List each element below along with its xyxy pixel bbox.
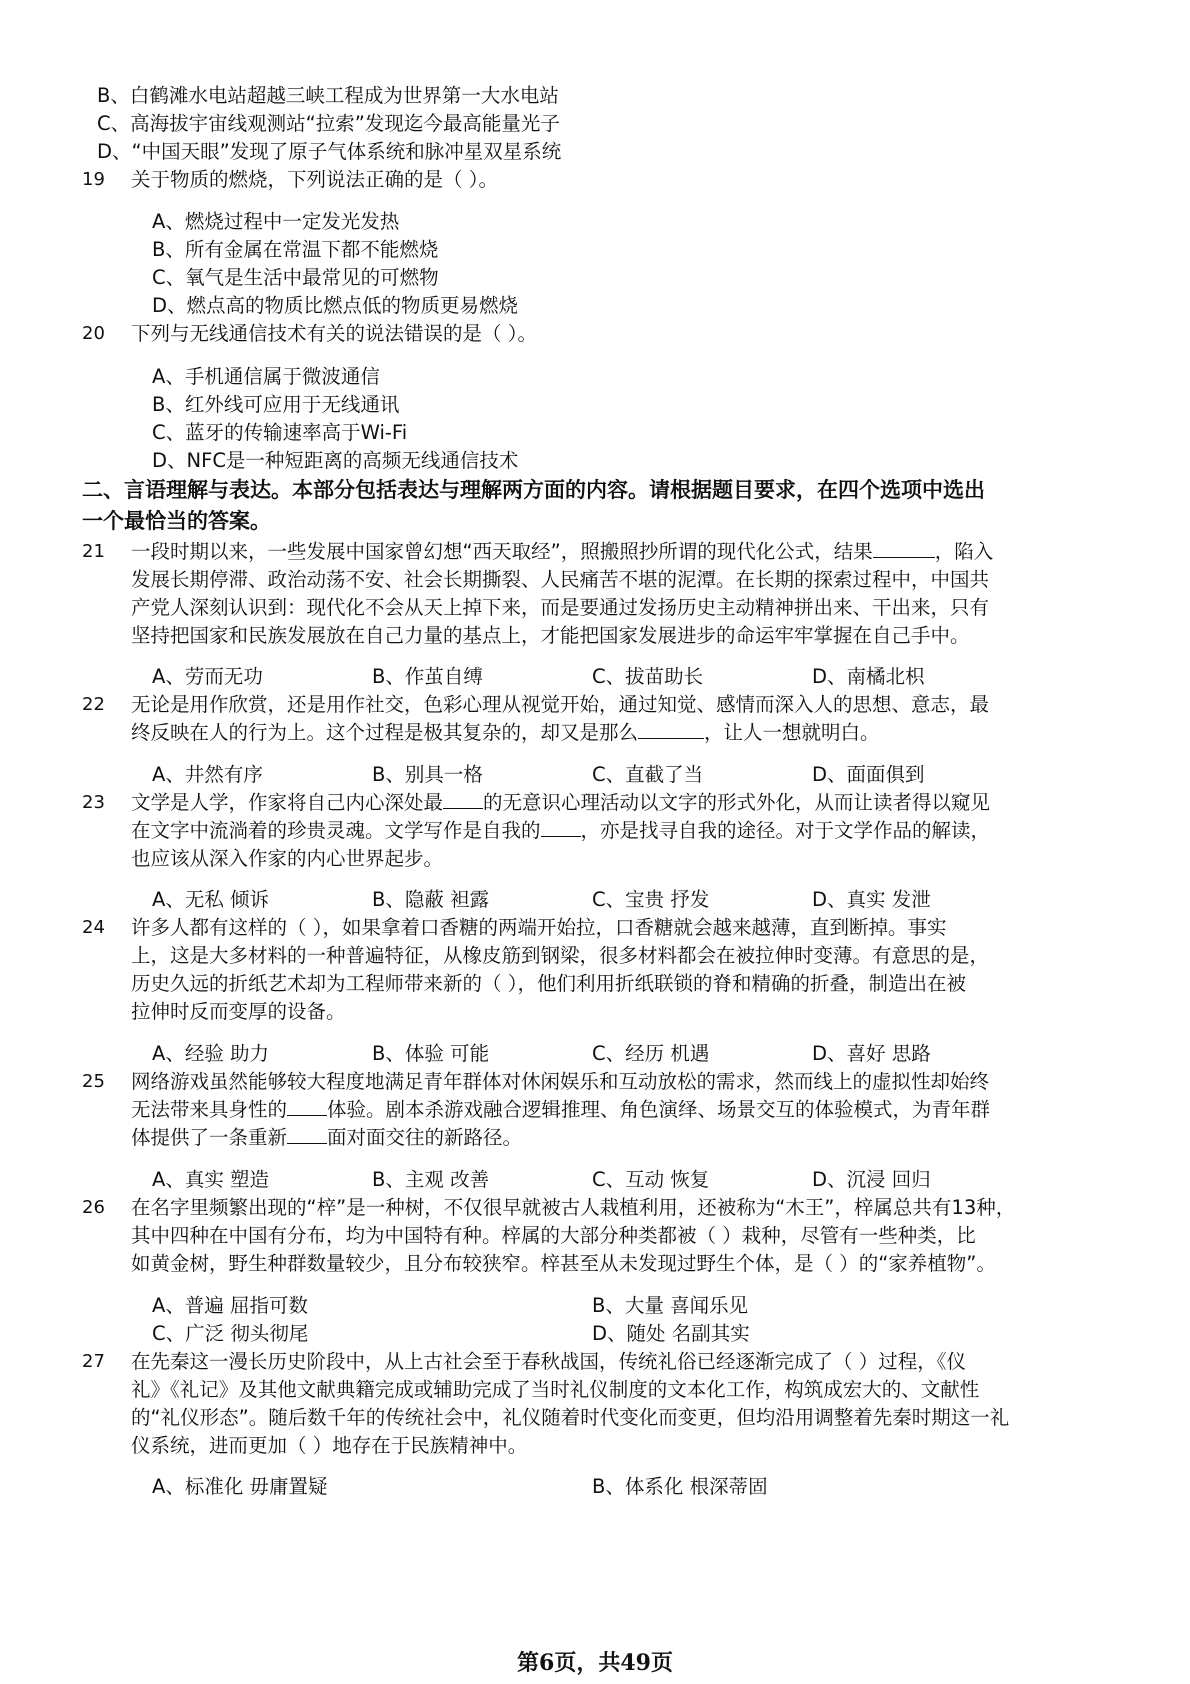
option-b: B、别具一格 <box>372 763 483 786</box>
option-d: D、喜好 思路 <box>812 1042 931 1065</box>
option-d: D、沉浸 回归 <box>812 1168 931 1191</box>
question-line: 体提供了一条重新 面对面交往的新路径。 <box>131 1126 523 1149</box>
option-a: A、燃烧过程中一定发光发热 <box>152 210 400 233</box>
option-c: C、经历 机遇 <box>592 1042 710 1065</box>
question-line: 产党人深刻认识到：现代化不会从天上掉下来，而是要通过发扬历史主动精神拼出来、干出来，只有 <box>131 596 990 619</box>
option-b: B、白鹤滩水电站超越三峡工程成为世界第一大水电站 <box>97 84 559 107</box>
question-line: 历史久远的折纸艺术却为工程师带来新的（ ），他们利用折纸联锁的脊和精确的折叠，制造出在被 <box>131 972 966 995</box>
option-d: D、“中国天眼”发现了原子气体系统和脉冲星双星系统 <box>97 140 562 163</box>
question-line: 许多人都有这样的（ ），如果拿着口香糖的两端开始拉，口香糖就会越来越薄，直到断掉。事实 <box>131 916 947 939</box>
question-text: 关于物质的燃烧，下列说法正确的是（ ）。 <box>131 168 498 191</box>
option-b: B、体验 可能 <box>372 1042 490 1065</box>
section-heading-cont: 一个最恰当的答案。 <box>82 509 271 533</box>
question-line: 无法带来具身性的 体验。剧本杀游戏融合逻辑推理、角色演绎、场景交互的体验模式，为青年群 <box>131 1098 991 1121</box>
question-line: 发展长期停滞、政治动荡不安、社会长期撕裂、人民痛苦不堪的泥潭。在长期的探索过程中，中国共 <box>131 568 990 591</box>
option-b: B、红外线可应用于无线通讯 <box>152 393 400 416</box>
option-c: C、广泛 彻头彻尾 <box>152 1322 309 1345</box>
question-line: 坚持把国家和民族发展放在自己力量的基点上，才能把国家发展进步的命运牢牢掌握在自己手中。 <box>131 624 970 647</box>
question-line: 上，这是大多材料的一种普遍特征，从橡皮筋到钢梁，很多材料都会在被拉伸时变薄。有意思的是， <box>131 944 990 967</box>
question-line: 在名字里频繁出现的“梓”是一种树，不仅很早就被古人栽植利用，还被称为“木王”，梓属总共有13种， <box>131 1196 1016 1219</box>
option-b: B、大量 喜闻乐见 <box>592 1294 749 1317</box>
option-c: C、高海拔宇宙线观测站“拉索”发现迄今最高能量光子 <box>97 112 560 135</box>
question-line: 其中四种在中国有分布，均为中国特有种。梓属的大部分种类都被（ ）栽种，尽管有一些种类，比 <box>131 1224 976 1247</box>
question-number: 26 <box>82 1197 105 1218</box>
question-number: 25 <box>82 1071 105 1092</box>
question-line: 的“礼仪形态”。随后数千年的传统社会中，礼仪随着时代变化而变更，但均沿用调整着先秦时期这一礼 <box>131 1406 1010 1429</box>
option-a: A、普遍 屈指可数 <box>152 1294 309 1317</box>
question-line: 一段时期以来，一些发展中国家曾幻想“西天取经”，照搬照抄所谓的现代化公式，结果 ，陷入 <box>131 540 994 563</box>
option-a: A、无私 倾诉 <box>152 888 270 911</box>
question-line: 无论是用作欣赏，还是用作社交，色彩心理从视觉开始，通过知觉、感情而深入人的思想、意志，最 <box>131 693 990 716</box>
option-c: C、宝贵 抒发 <box>592 888 710 911</box>
answer-blank <box>873 539 935 558</box>
question-number: 23 <box>82 792 105 813</box>
question-line: 仪系统，进而更加（ ）地存在于民族精神中。 <box>131 1434 528 1457</box>
option-b: B、作茧自缚 <box>372 665 483 688</box>
answer-blank <box>443 790 483 809</box>
question-line: 文学是人学，作家将自己内心深处最 的无意识心理活动以文字的形式外化，从而让读者得以窥见 <box>131 791 991 814</box>
question-text: 下列与无线通信技术有关的说法错误的是（ ）。 <box>131 322 537 345</box>
option-a: A、真实 塑造 <box>152 1168 270 1191</box>
question-number: 21 <box>82 541 105 562</box>
option-b: B、隐蔽 袒露 <box>372 888 490 911</box>
question-line: 如黄金树，野生种群数量较少，且分布较狭窄。梓甚至从未发现过野生个体，是（ ）的“家养植物”。 <box>131 1252 996 1275</box>
question-line: 在文字中流淌着的珍贵灵魂。文学写作是自我的 ，亦是找寻自我的途径。对于文学作品的解读， <box>131 819 991 842</box>
question-number: 19 <box>82 169 105 190</box>
option-d: D、燃点高的物质比燃点低的物质更易燃烧 <box>152 294 519 317</box>
question-line: 礼》《礼记》及其他文献典籍完成或辅助完成了当时礼仪制度的文本化工作，构筑成宏大的、文献性 <box>131 1378 980 1401</box>
option-a: A、手机通信属于微波通信 <box>152 365 380 388</box>
option-a: A、标准化 毋庸置疑 <box>152 1475 328 1498</box>
option-d: D、面面俱到 <box>812 763 925 786</box>
question-number: 22 <box>82 694 105 715</box>
page-footer: 第6页，共49页 <box>517 1650 673 1676</box>
question-line: 在先秦这一漫长历史阶段中，从上古社会至于春秋战国，传统礼俗已经逐渐完成了（ ）过程，《仪 <box>131 1350 966 1373</box>
option-b: B、主观 改善 <box>372 1168 490 1191</box>
option-d: D、NFC是一种短距离的高频无线通信技术 <box>152 449 519 472</box>
option-a: A、经验 助力 <box>152 1042 270 1065</box>
section-heading: 二、言语理解与表达。本部分包括表达与理解两方面的内容。请根据题目要求，在四个选项中选出 <box>82 478 985 502</box>
option-d: D、南橘北枳 <box>812 665 925 688</box>
option-d: D、随处 名副其实 <box>592 1322 750 1345</box>
answer-blank <box>638 720 704 739</box>
option-b: B、体系化 根深蒂固 <box>592 1475 768 1498</box>
option-a: A、井然有序 <box>152 763 263 786</box>
answer-blank <box>287 1097 327 1116</box>
answer-blank <box>541 818 581 837</box>
option-c: C、互动 恢复 <box>592 1168 710 1191</box>
option-c: C、直截了当 <box>592 763 704 786</box>
option-b: B、所有金属在常温下都不能燃烧 <box>152 238 439 261</box>
question-line: 也应该从深入作家的内心世界起步。 <box>131 847 444 870</box>
option-a: A、劳而无功 <box>152 665 263 688</box>
question-line: 拉伸时反而变厚的设备。 <box>131 1000 346 1023</box>
option-c: C、氧气是生活中最常见的可燃物 <box>152 266 439 289</box>
option-c: C、拔苗助长 <box>592 665 704 688</box>
question-number: 27 <box>82 1351 105 1372</box>
question-line: 终反映在人的行为上。这个过程是极其复杂的，却又是那么 ，让人一想就明白。 <box>131 721 880 744</box>
answer-blank <box>287 1125 327 1144</box>
question-number: 24 <box>82 917 105 938</box>
option-d: D、真实 发泄 <box>812 888 931 911</box>
option-c: C、蓝牙的传输速率高于Wi-Fi <box>152 421 408 444</box>
question-number: 20 <box>82 323 105 344</box>
question-line: 网络游戏虽然能够较大程度地满足青年群体对休闲娱乐和互动放松的需求，然而线上的虚拟性却始终 <box>131 1070 990 1093</box>
